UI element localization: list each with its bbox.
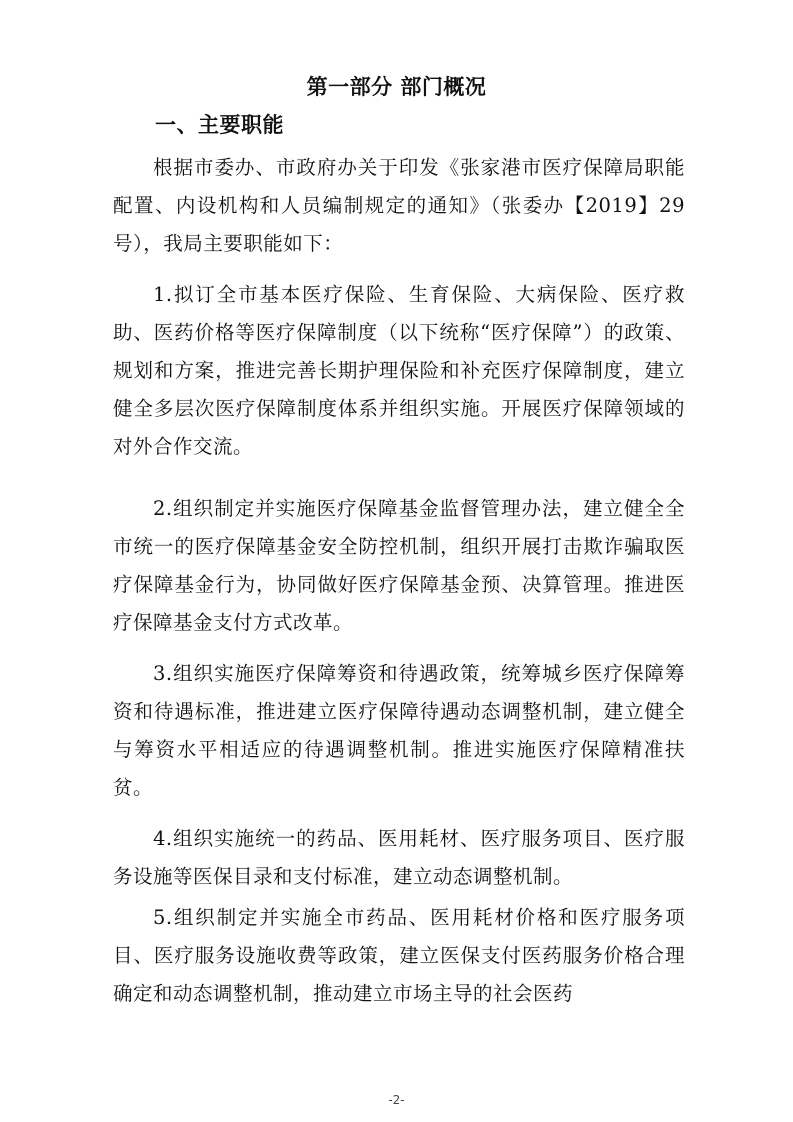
duty-paragraph-2: 2.组织制定并实施医疗保障基金监督管理办法，建立健全全市统一的医疗保障基金安全防控机制，组织开展打击欺诈骗取医疗保障基金行为，协同做好医疗保障基金预、决算管理。推进医疗保障基金支付方式改革。 <box>113 497 685 634</box>
duty-paragraph-5: 5.组织制定并实施全市药品、医用耗材价格和医疗服务项目、医疗服务设施收费等政策，建立医保支付医药服务价格合理确定和动态调整机制，推动建立市场主导的社会医药 <box>113 906 685 1005</box>
intro-paragraph: 根据市委办、市政府办关于印发《张家港市医疗保障局职能配置、内设机构和人员编制规定的通知》（张委办【2019】29号），我局主要职能如下： <box>113 156 685 255</box>
duty-paragraph-1: 1.拟订全市基本医疗保险、生育保险、大病保险、医疗救助、医药价格等医疗保障制度（以下统称“医疗保障”）的政策、规划和方案，推进完善长期护理保险和补充医疗保障制度，建立健全多层次医疗保障制度体系并组织实施。开展医疗保障领域的对外合作交流。 <box>113 283 685 458</box>
duty-paragraph-4: 4.组织实施统一的药品、医用耗材、医疗服务项目、医疗服务设施等医保目录和支付标准，建立动态调整机制。 <box>113 827 685 888</box>
duty-paragraph-3: 3.组织实施医疗保障筹资和待遇政策，统筹城乡医疗保障筹资和待遇标准，推进建立医疗保障待遇动态调整机制，建立健全与筹资水平相适应的待遇调整机制。推进实施医疗保障精准扶贫。 <box>113 662 685 799</box>
section-heading: 一、主要职能 <box>155 113 284 137</box>
page-number: -2- <box>388 1093 405 1107</box>
document-title: 第一部分 部门概况 <box>306 75 487 99</box>
